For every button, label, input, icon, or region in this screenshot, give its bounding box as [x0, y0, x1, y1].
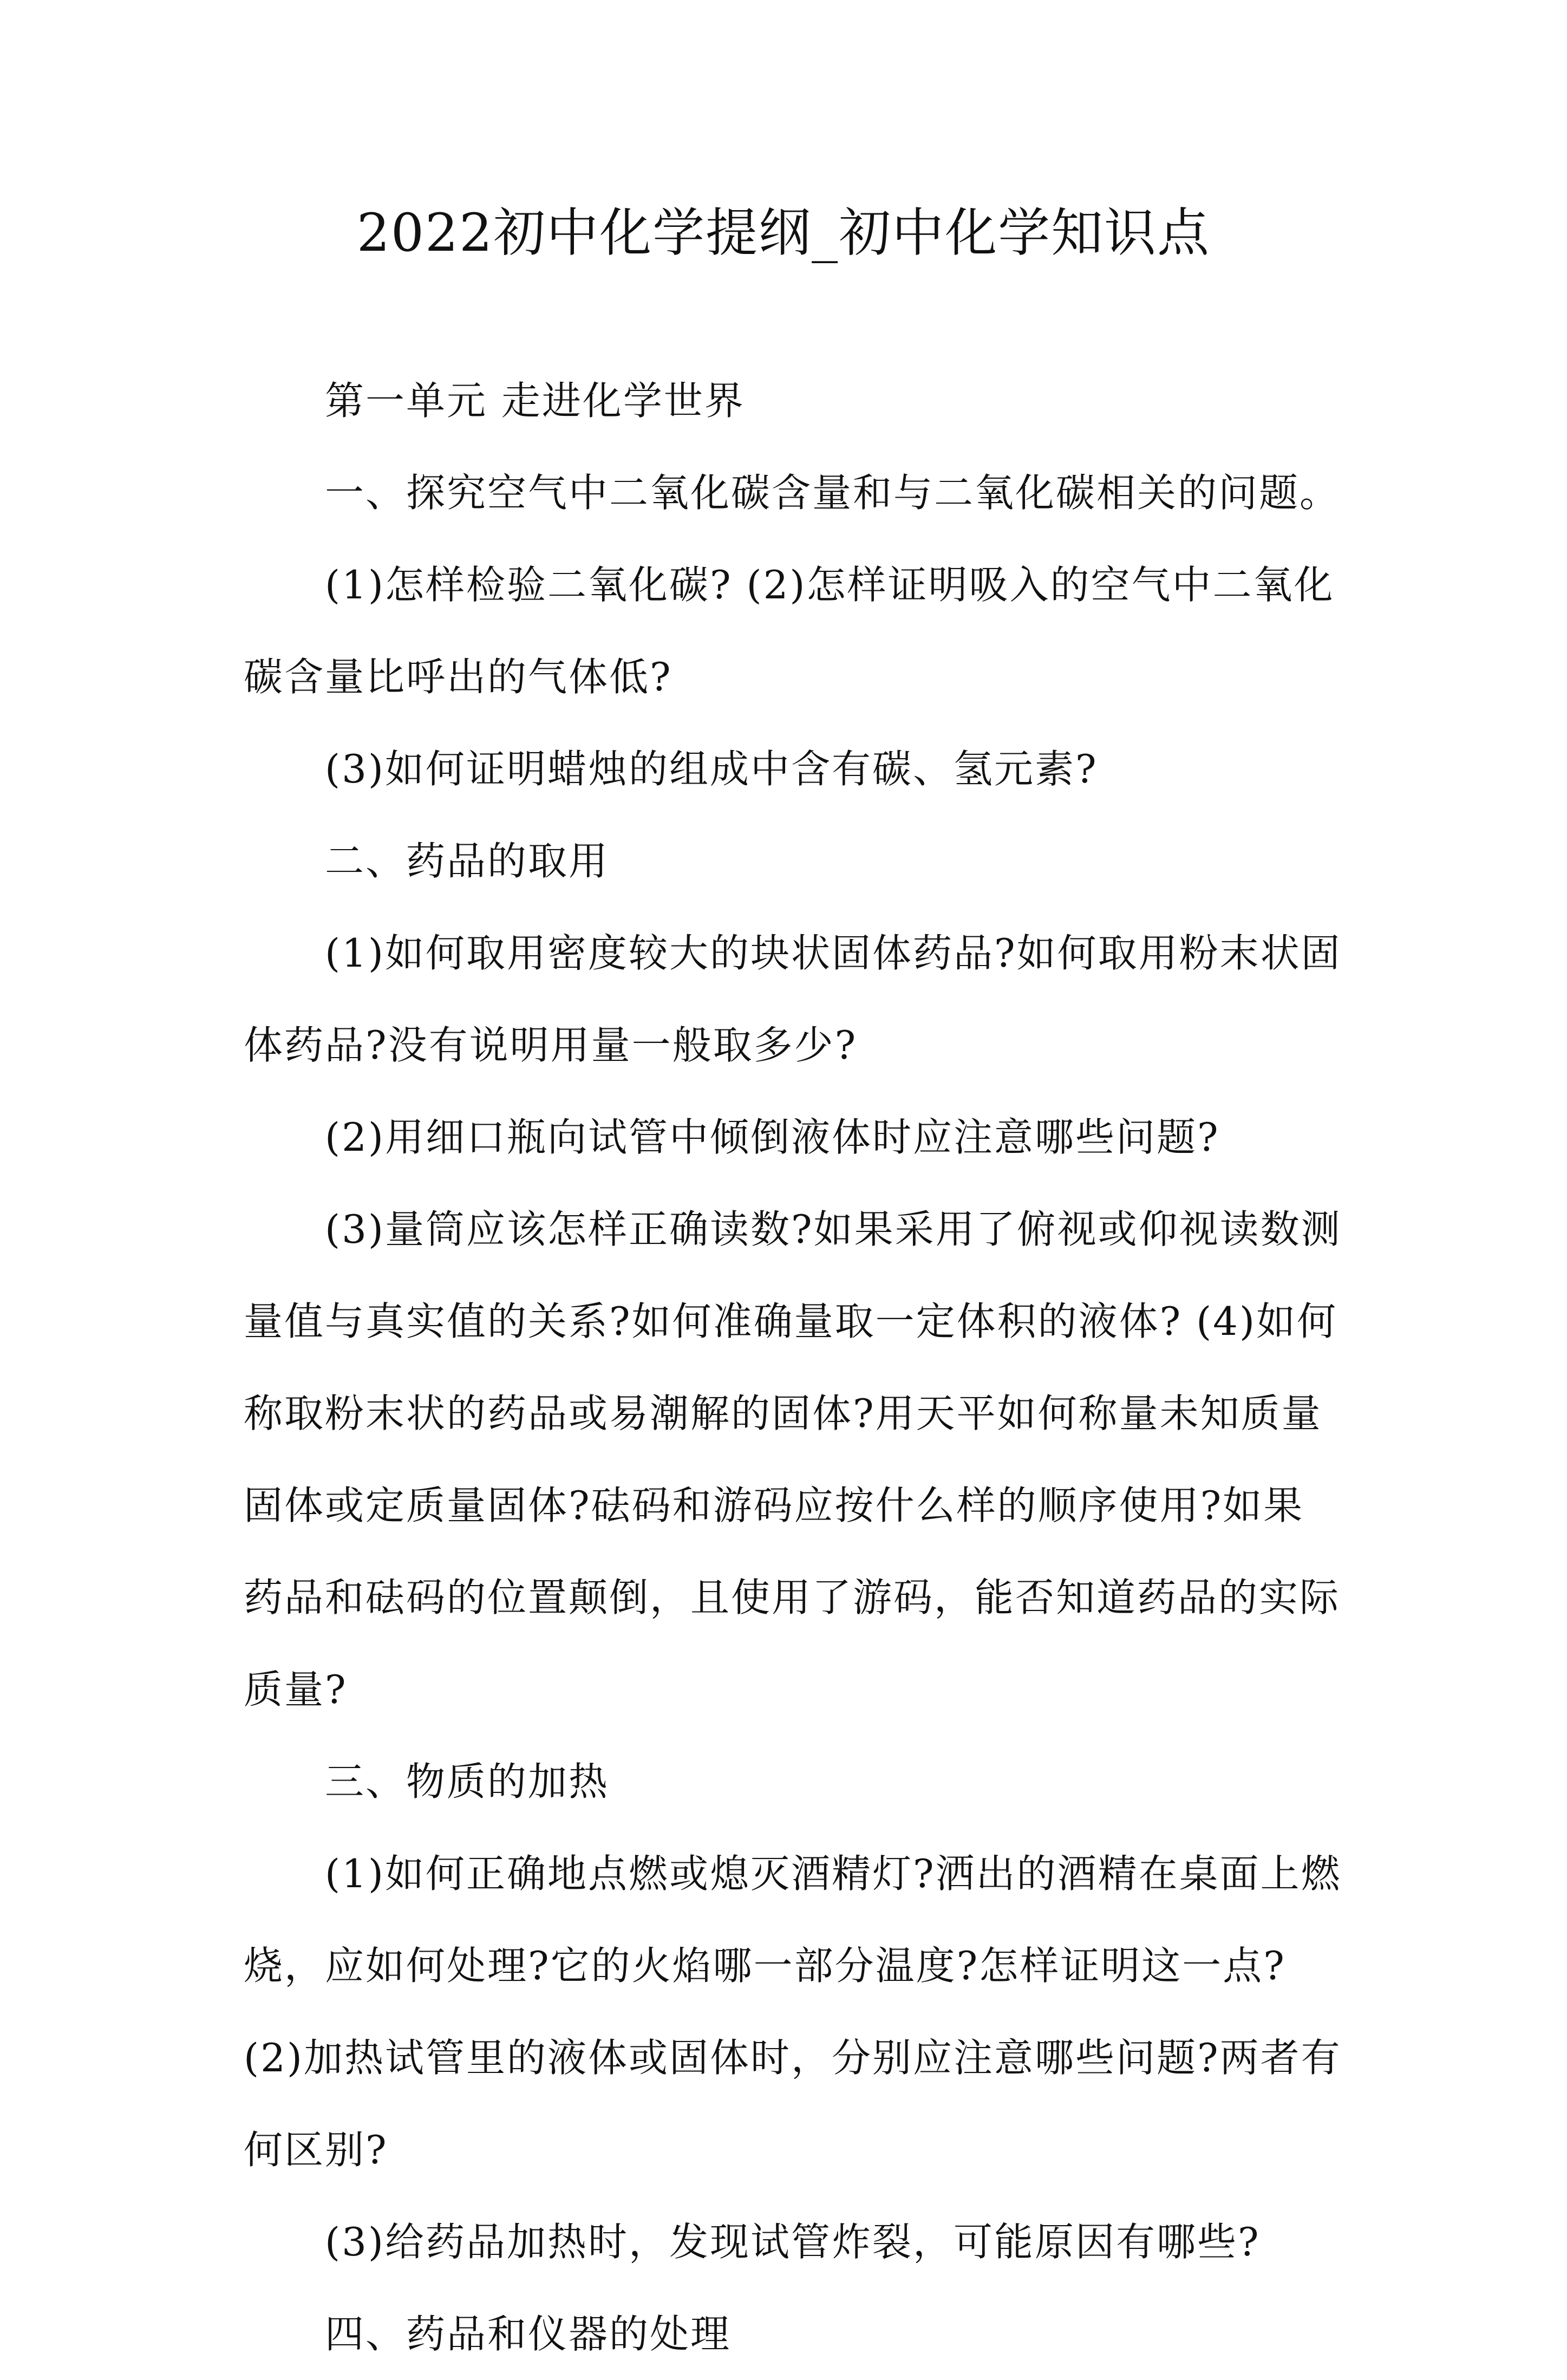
- section-heading-1: 一、探究空气中二氧化碳含量和与二氧化碳相关的问题。: [325, 470, 1341, 516]
- unit-heading: 第一单元 走进化学世界: [325, 378, 745, 423]
- paragraph: (3)给药品加热时，发现试管炸裂，可能原因有哪些?: [325, 2219, 1261, 2265]
- paragraph: (3)如何证明蜡烛的组成中含有碳、氢元素?: [325, 746, 1098, 792]
- document-title: 2022初中化学提纲_初中化学知识点: [356, 203, 1211, 263]
- section-heading-2: 二、药品的取用: [325, 838, 610, 884]
- section-heading-3: 三、物质的加热: [325, 1759, 610, 1804]
- paragraph: (1)怎样检验二氧化碳? (2)怎样证明吸入的空气中二氧化碳含量比呼出的气体低?: [244, 562, 1335, 700]
- paragraph: (2)用细口瓶向试管中倾倒液体时应注意哪些问题?: [325, 1114, 1220, 1160]
- section-heading-4: 四、药品和仪器的处理: [325, 2311, 732, 2357]
- paragraph: (3)量筒应该怎样正确读数?如果采用了俯视或仰视读数测量值与真实值的关系?如何准确量取一定体积的液体? (4)如何称取粉末状的药品或易潮解的固体?用天平如何称量未知质量固体或定质量固体?砝码和游码应按什么样的顺序使用?如果药品和砝码的位置颠倒，且使用了游码，能否知道药品的实际质量?: [244, 1207, 1342, 1712]
- paragraph: (1)如何取用密度较大的块状固体药品?如何取用粉末状固体药品?没有说明用量一般取多少?: [244, 930, 1342, 1068]
- document-body: [244, 355, 1343, 2380]
- paragraph: (1)如何正确地点燃或熄灭酒精灯?洒出的酒精在桌面上燃烧，应如何处理?它的火焰哪一部分温度?怎样证明这一点?(2)加热试管里的液体或固体时，分别应注意哪些问题?两者有何区别?: [244, 1851, 1342, 2173]
